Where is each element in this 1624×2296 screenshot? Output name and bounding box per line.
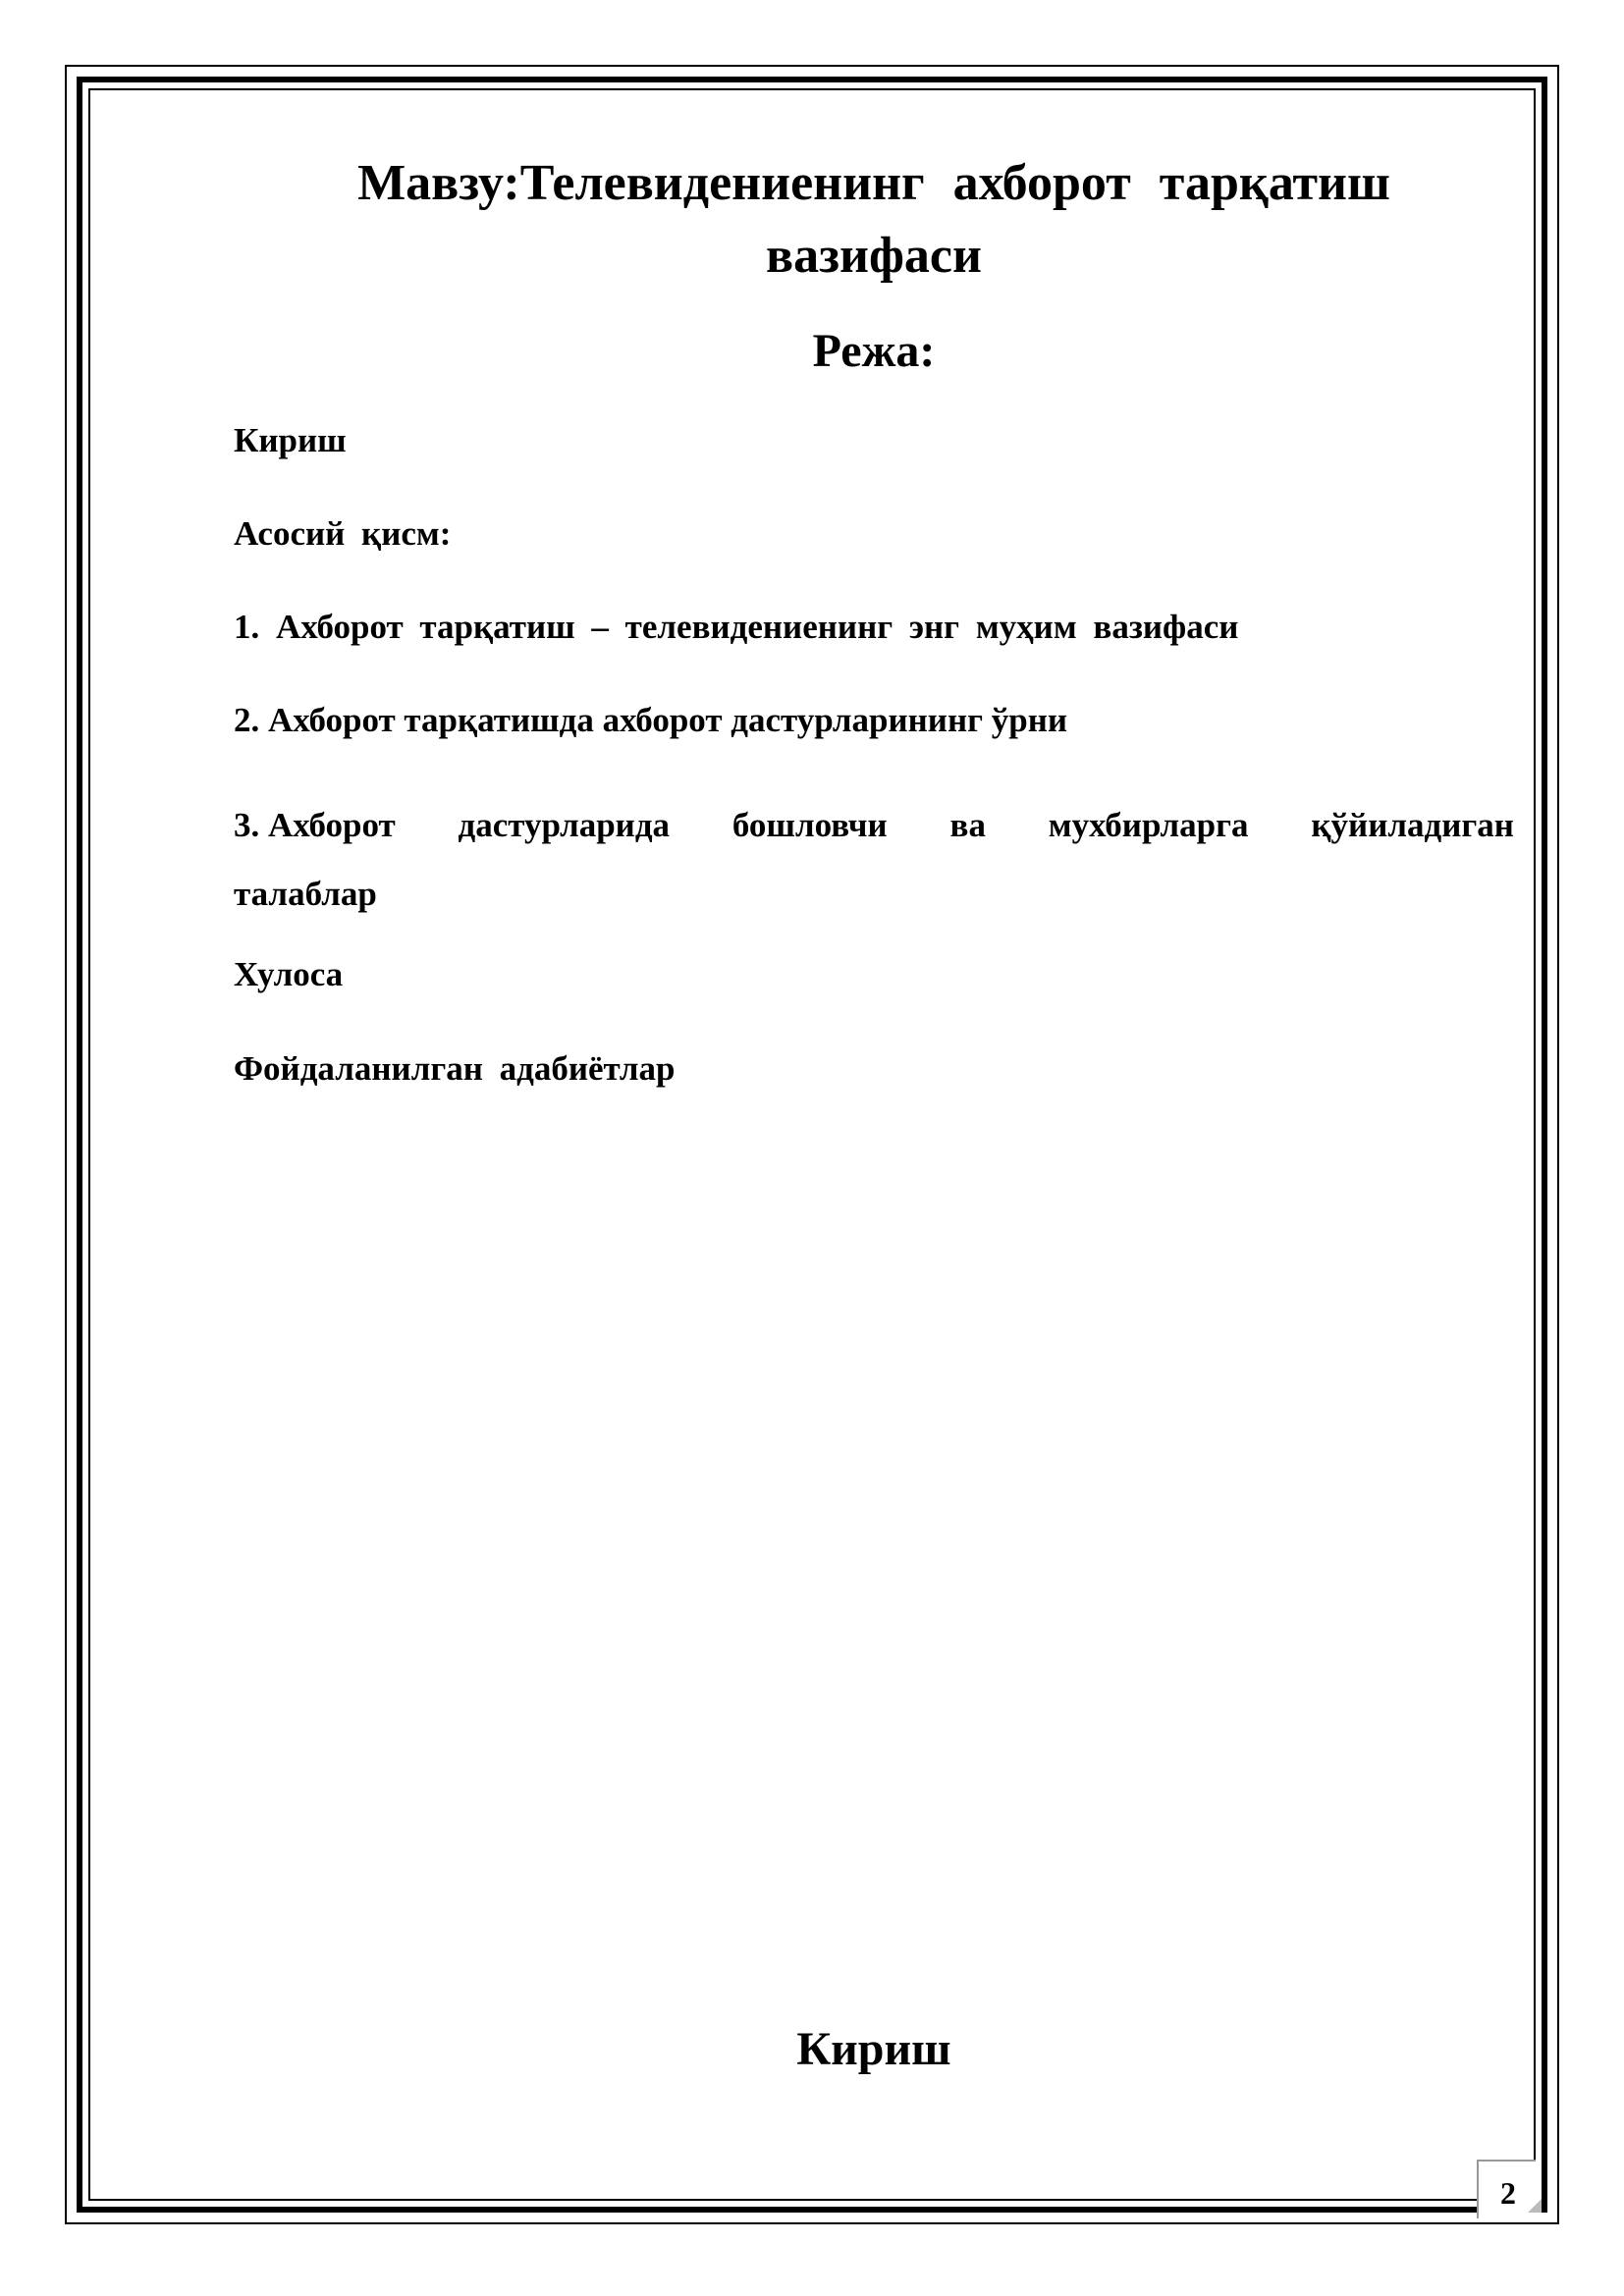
plan-item-3-word: бошловчи bbox=[731, 806, 888, 844]
plan-item-references: Фойдаланилган адабиётлар bbox=[234, 1049, 676, 1088]
plan-item-1: 1. Ахборот тарқатиш – телевидениенинг энг муҳим вазифаси bbox=[234, 608, 1239, 646]
plan-item-3-line-1 bbox=[234, 791, 1514, 860]
page-border-inner bbox=[88, 88, 1536, 2201]
plan-item-3-word: дастурларида bbox=[458, 806, 671, 844]
plan-item-conclusion: Хулоса bbox=[234, 955, 344, 993]
plan-item-2: 2. Ахборот тарқатишда ахборот дастурларининг ўрни bbox=[234, 701, 1068, 739]
plan-item-3 bbox=[234, 791, 1514, 929]
section-heading-intro: Кириш bbox=[796, 2023, 951, 2075]
plan-heading: Режа: bbox=[812, 325, 936, 377]
document-title bbox=[236, 147, 1512, 293]
plan-item-main-part: Асосий қисм: bbox=[234, 514, 452, 553]
title-line-2: вазифаси bbox=[766, 228, 982, 284]
title-line-1: Мавзу:Телевидениенинг ахборот тарқатиш bbox=[357, 155, 1390, 211]
plan-item-3-word: қўйиладиган bbox=[1311, 806, 1514, 844]
plan-item-3-word: ва bbox=[949, 806, 986, 844]
plan-item-3-line-2: талаблар bbox=[234, 875, 377, 913]
plan-item-3-word: мухбирларга bbox=[1048, 806, 1249, 844]
plan-item-intro: Кириш bbox=[234, 421, 347, 459]
plan-item-3-word: 3. Ахборот bbox=[234, 806, 396, 844]
page-curl-icon bbox=[1528, 2199, 1542, 2213]
page-number: 2 bbox=[1500, 2175, 1516, 2211]
